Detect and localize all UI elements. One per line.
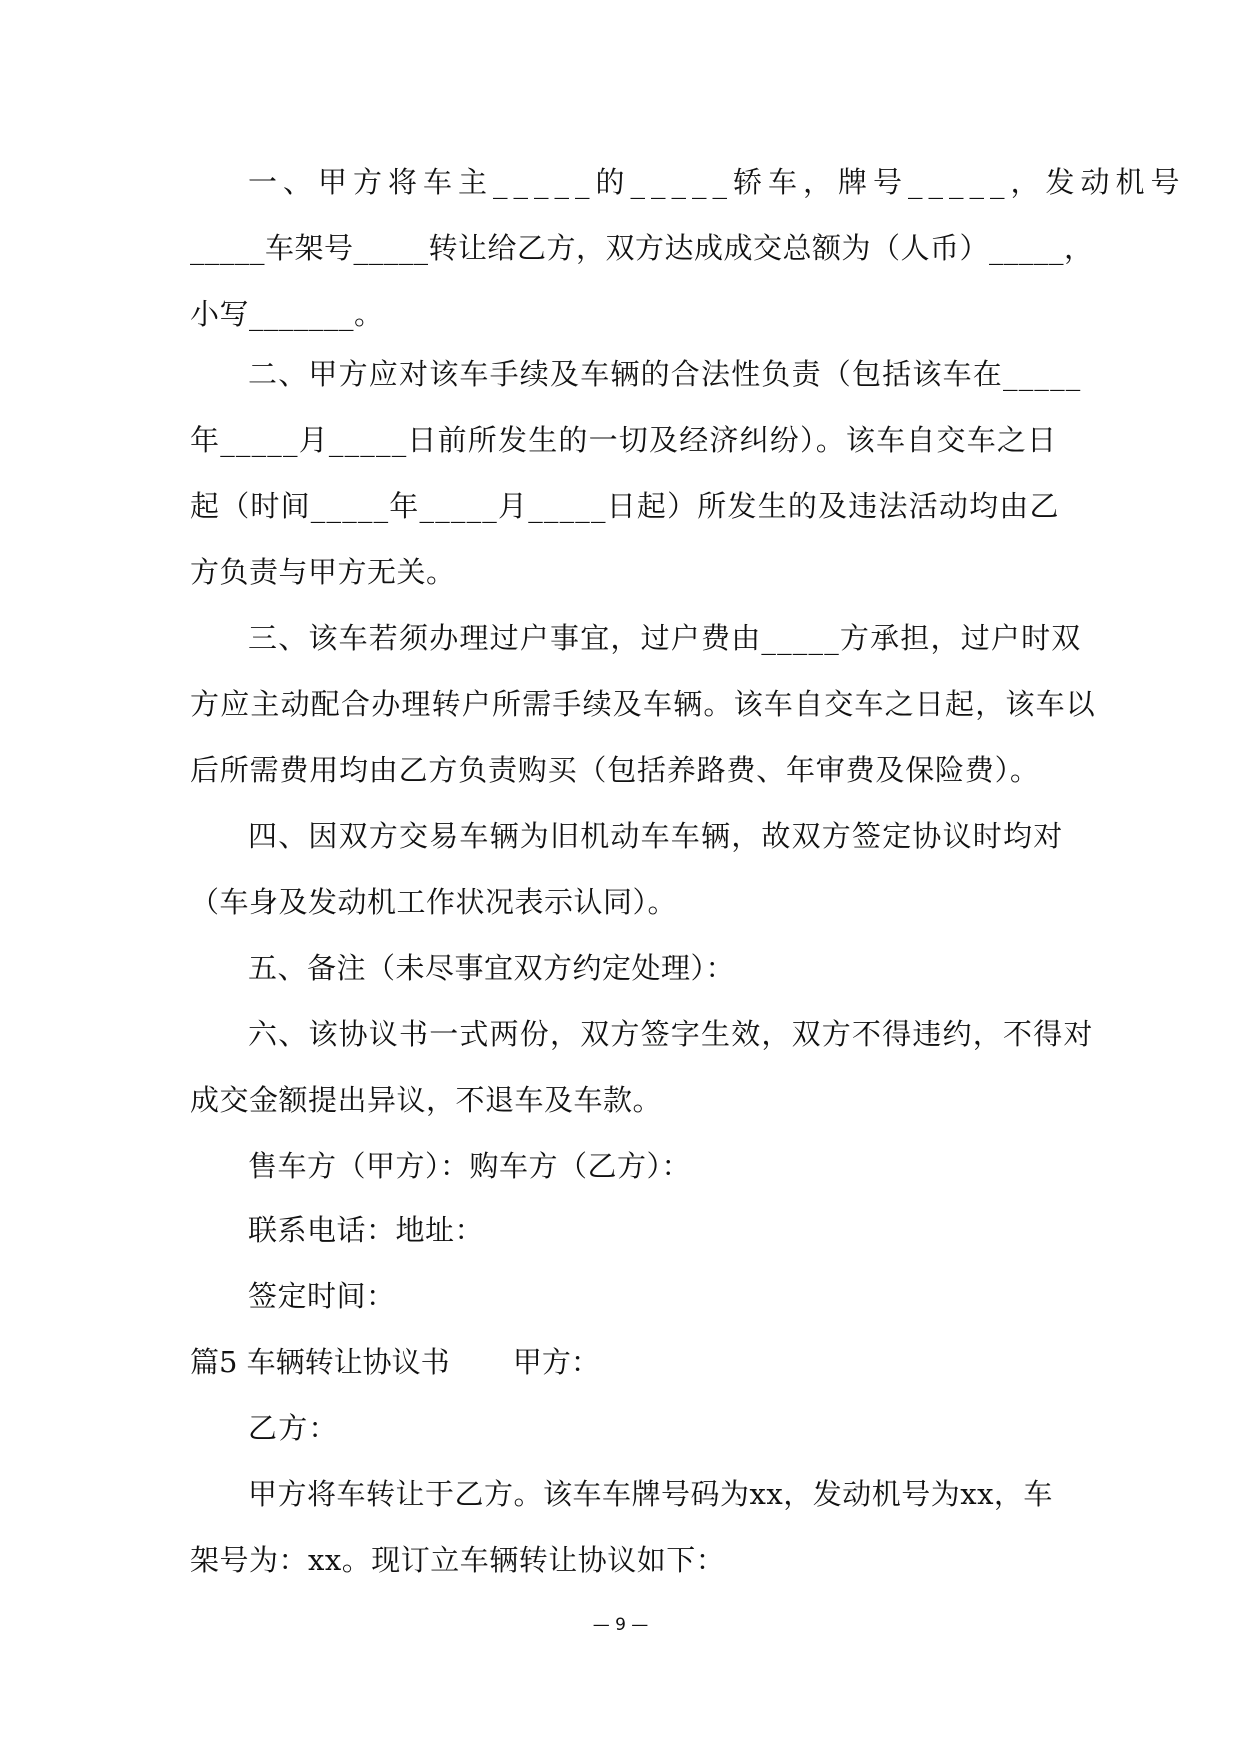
clause-1-line-1: 一、甲方将车主_____的_____轿车，牌号_____，发动机号	[248, 165, 1186, 199]
clause-1-line-2: _____车架号_____转让给乙方，双方达成成交总额为（人币）_____，	[190, 231, 1094, 265]
clause-6-line-1: 六、该协议书一式两份，双方签字生效，双方不得违约，不得对	[248, 1017, 1094, 1051]
transfer-line-1: 甲方将车转让于乙方。该车车牌号码为xx，发动机号为xx，车	[248, 1477, 1053, 1511]
signature-parties: 售车方（甲方）：购车方（乙方）：	[248, 1149, 692, 1183]
clause-2-line-2: 年_____月_____日前所发生的一切及经济纠纷）。该车自交车之日	[190, 423, 1058, 457]
section-party-a-label: 甲方：	[512, 1345, 600, 1379]
section-title-text: 篇5 车辆转让协议书	[190, 1345, 450, 1379]
clause-2-line-4: 方负责与甲方无关。	[190, 555, 456, 589]
party-b-label: 乙方：	[248, 1411, 339, 1445]
signing-date: 签定时间：	[248, 1279, 396, 1313]
clause-2-line-1: 二、甲方应对该车手续及车辆的合法性负责（包括该车在_____	[248, 357, 1082, 391]
clause-4-line-1: 四、因双方交易车辆为旧机动车车辆，故双方签定协议时均对	[248, 819, 1064, 853]
clause-4-line-2: （车身及发动机工作状况表示认同）。	[190, 885, 678, 919]
section-title	[190, 1338, 600, 1386]
clause-6-line-2: 成交金额提出异议，不退车及车款。	[190, 1083, 663, 1117]
clause-3-line-2: 方应主动配合办理转户所需手续及车辆。该车自交车之日起，该车以	[190, 687, 1097, 721]
contact-address: 联系电话：地址：	[248, 1213, 485, 1247]
clause-2-line-3: 起（时间_____年_____月_____日起）所发生的及违法活动均由乙	[190, 489, 1060, 523]
clause-3-line-1: 三、该车若须办理过户事宜，过户费由_____方承担，过户时双	[248, 621, 1082, 655]
page-number: — 9 —	[592, 1615, 649, 1635]
clause-1-line-3: 小写_______。	[190, 297, 384, 331]
clause-3-line-3: 后所需费用均由乙方负责购买（包括养路费、年审费及保险费）。	[190, 753, 1040, 787]
transfer-line-2: 架号为：xx。现订立车辆转让协议如下：	[190, 1543, 726, 1577]
clause-5-line-1: 五、备注（未尽事宜双方约定处理）：	[248, 951, 736, 985]
